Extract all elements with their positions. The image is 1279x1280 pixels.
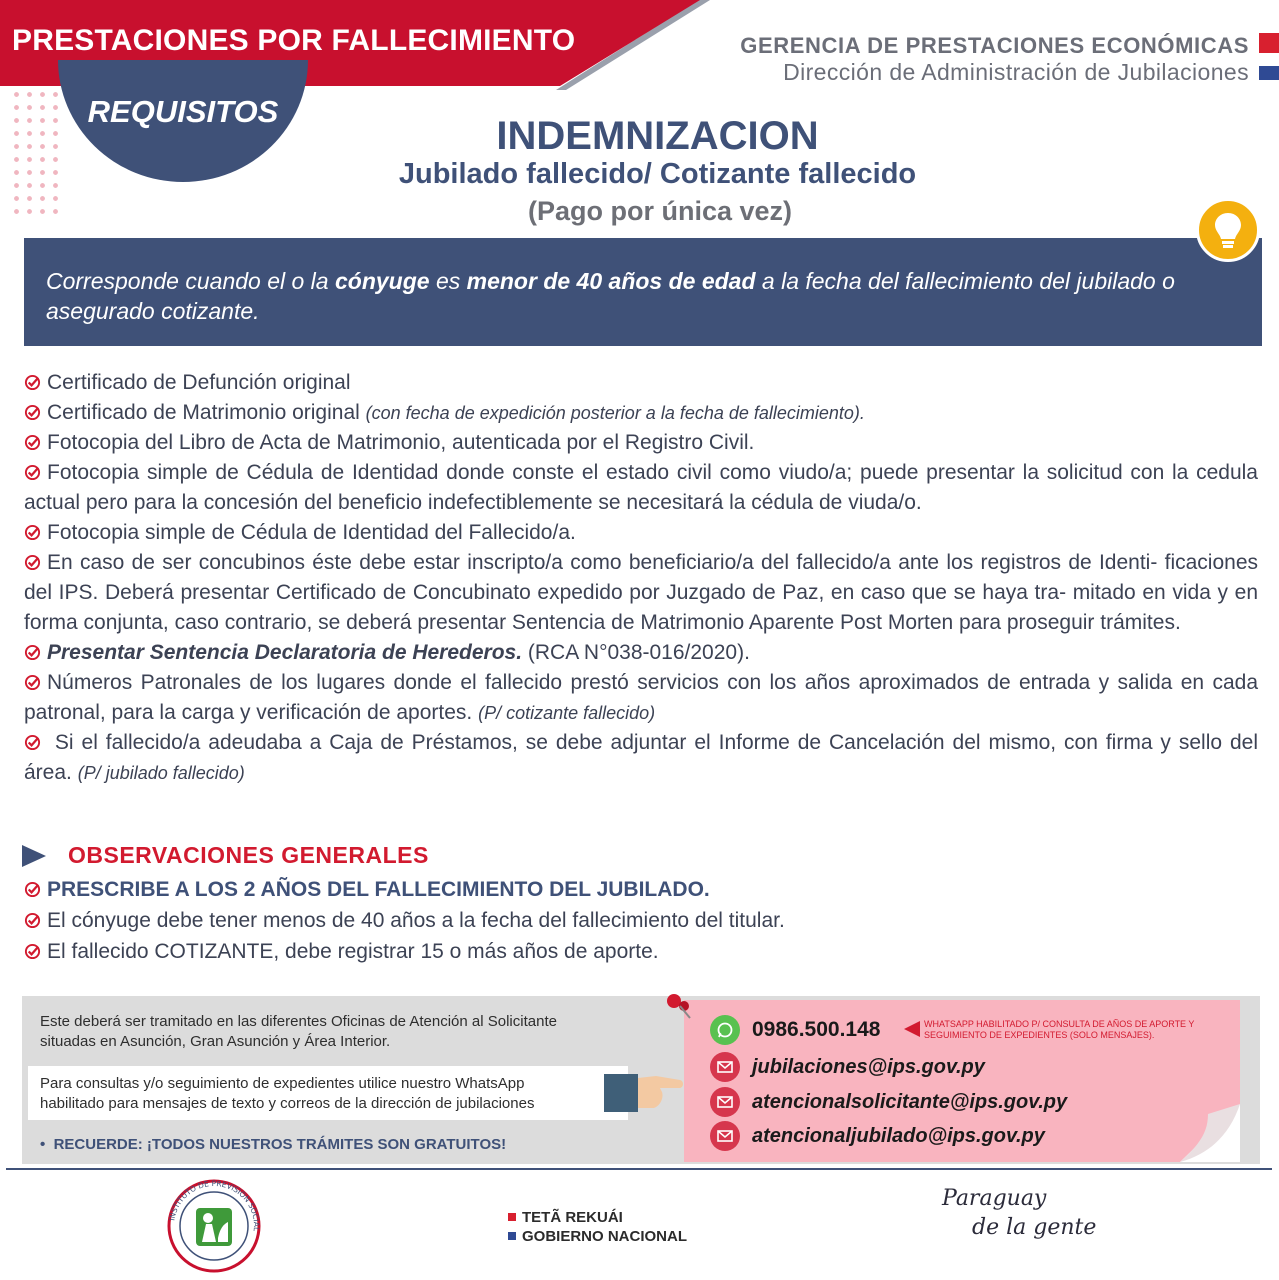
list-item: Fotocopia simple de Cédula de Identidad del Fallecido/a.: [24, 518, 1258, 548]
org-name: GERENCIA DE PRESTACIONES ECONÓMICAS: [740, 33, 1249, 58]
mail-icon: [710, 1121, 740, 1151]
list-item: Certificado de Matrimonio original (con fecha de expedición posterior a la fecha de fallecimiento).: [24, 398, 1258, 428]
ips-logo: [166, 1178, 262, 1274]
svg-text:INSTITUTO DE PREVISION SOCIAL: INSTITUTO DE PREVISION SOCIAL: [167, 1178, 262, 1232]
pointing-hand-icon: [604, 1062, 684, 1118]
check-circle-icon: [24, 644, 41, 661]
main-title: INDEMNIZACION: [496, 114, 819, 158]
list-item: Si el fallecido/a adeudaba a Caja de Préstamos, se debe adjuntar el Informe de Cancelación del mismo, con firma y sello del área. (P/ jubilado fallecido): [24, 731, 1258, 784]
check-circle-icon: [24, 912, 41, 929]
check-circle-icon: [24, 404, 41, 421]
list-item: En caso de ser concubinos éste debe estar inscripto/a como beneficiario/a del fallecido/a ante los registros de Identi- ficaciones del IPS. Deberá presentar Certificado de Concubinato expedido por Juzgado de Paz, en caso que se haya tra- mitado en vida y en forma conjunta, caso contrario, se deberá presentar Sentencia de Matrimonio Aparente Post Morten para proseguir trámites.: [24, 551, 1258, 634]
check-circle-icon: [24, 943, 41, 960]
list-item: Números Patronales de los lugares donde el fallecido prestó servicios con los años aproximados de entrada y salida en cada patronal, para la carga y verificación de aportes. (P/ cotizante fallecido): [24, 671, 1258, 724]
email-contact-2[interactable]: [710, 1087, 1067, 1117]
mail-icon: [710, 1087, 740, 1117]
sub-title: Jubilado fallecido/ Cotizante fallecido: [398, 158, 917, 190]
consult-box: [28, 1066, 628, 1120]
check-circle-icon: [24, 434, 41, 451]
check-circle-icon: [24, 881, 41, 898]
gobierno-nacional-logo: TETÃ REKUÁI GOBIERNO NACIONAL: [508, 1208, 687, 1246]
whatsapp-number[interactable]: 0986.500.148: [752, 1018, 881, 1041]
check-circle-icon: [24, 734, 41, 751]
list-item: Fotocopia del Libro de Acta de Matrimonio, autenticada por el Registro Civil.: [24, 428, 1258, 458]
email-link[interactable]: atencionalsolicitante@ips.gov.py: [752, 1090, 1068, 1113]
check-circle-icon: [24, 674, 41, 691]
list-item: El cónyuge debe tener menos de 40 años a la fecha del fallecimiento del titular.: [24, 905, 785, 936]
pushpin-icon: [664, 992, 694, 1020]
offices-text: Este deberá ser tramitado en las diferentes Oficinas de Atención al Solicitante situadas en Asunción, Gran Asunción y Área Interior.: [40, 1013, 557, 1050]
observations-list: [24, 874, 785, 967]
list-item: PRESCRIBE A LOS 2 AÑOS DEL FALLECIMIENTO DEL JUBILADO.: [24, 874, 785, 905]
observations-heading: OBSERVACIONES GENERALES: [22, 842, 429, 869]
page-title: PRESTACIONES POR FALLECIMIENTO: [12, 24, 576, 57]
consult-text: Para consultas y/o seguimiento de expedientes utilice nuestro WhatsApp habilitado para mensajes de texto y correos de la dirección de jubilaciones: [40, 1075, 535, 1112]
check-circle-icon: [24, 554, 41, 571]
whatsapp-note: WHATSAPP HABILITADO P/ CONSULTA DE AÑOS DE APORTE Y SEGUIMIENTO DE EXPEDIENTES (SOLO MENSAJES).: [904, 1019, 1224, 1041]
footer-divider: [6, 1168, 1272, 1170]
list-item: Fotocopia simple de Cédula de Identidad donde conste el estado civil como viudo/a; puede presentar la solicitud con la cedula actual pero para la concesión del beneficio indefectiblemente se necesitará la cédula de viuda/o.: [24, 461, 1258, 514]
list-item: El fallecido COTIZANTE, debe registrar 15 o más años de aporte.: [24, 936, 785, 967]
lightbulb-icon: [1196, 198, 1260, 262]
requirements-list: [24, 368, 1258, 788]
arrow-left-icon: [904, 1021, 920, 1037]
check-circle-icon: [24, 374, 41, 391]
flag-red-square: [1259, 33, 1279, 53]
payment-note: (Pago por única vez): [527, 196, 793, 226]
requisitos-label: REQUISITOS: [87, 94, 279, 129]
reminder-text: • RECUERDE: ¡TODOS NUESTROS TRÁMITES SON GRATUITOS!: [40, 1136, 507, 1153]
whatsapp-contact[interactable]: [710, 1015, 880, 1045]
flag-blue-square: [1259, 66, 1279, 80]
org-header: [740, 33, 1249, 86]
banner-text: Corresponde cuando el o la cónyuge es menor de 40 años de edad a la fecha del fallecimiento del jubilado o asegurado cotizante.: [46, 268, 1175, 324]
page-curl: [1180, 1104, 1240, 1162]
check-circle-icon: [24, 464, 41, 481]
list-item: Presentar Sentencia Declaratoria de Herederos. (RCA N°038-016/2020).: [24, 638, 1258, 668]
triangle-arrow-icon: [22, 845, 46, 867]
paraguay-de-la-gente-logo: Paraguay de la gente: [942, 1186, 1097, 1240]
email-contact-3[interactable]: [710, 1121, 1045, 1151]
check-circle-icon: [24, 524, 41, 541]
info-banner: [24, 238, 1262, 346]
email-contact-1[interactable]: [710, 1052, 985, 1082]
mail-icon: [710, 1052, 740, 1082]
org-direction: Dirección de Administración de Jubilaciones: [783, 59, 1249, 85]
whatsapp-icon: [710, 1015, 740, 1045]
email-link[interactable]: atencionaljubilado@ips.gov.py: [752, 1124, 1045, 1147]
email-link[interactable]: jubilaciones@ips.gov.py: [752, 1055, 985, 1078]
list-item: Certificado de Defunción original: [24, 368, 1258, 398]
